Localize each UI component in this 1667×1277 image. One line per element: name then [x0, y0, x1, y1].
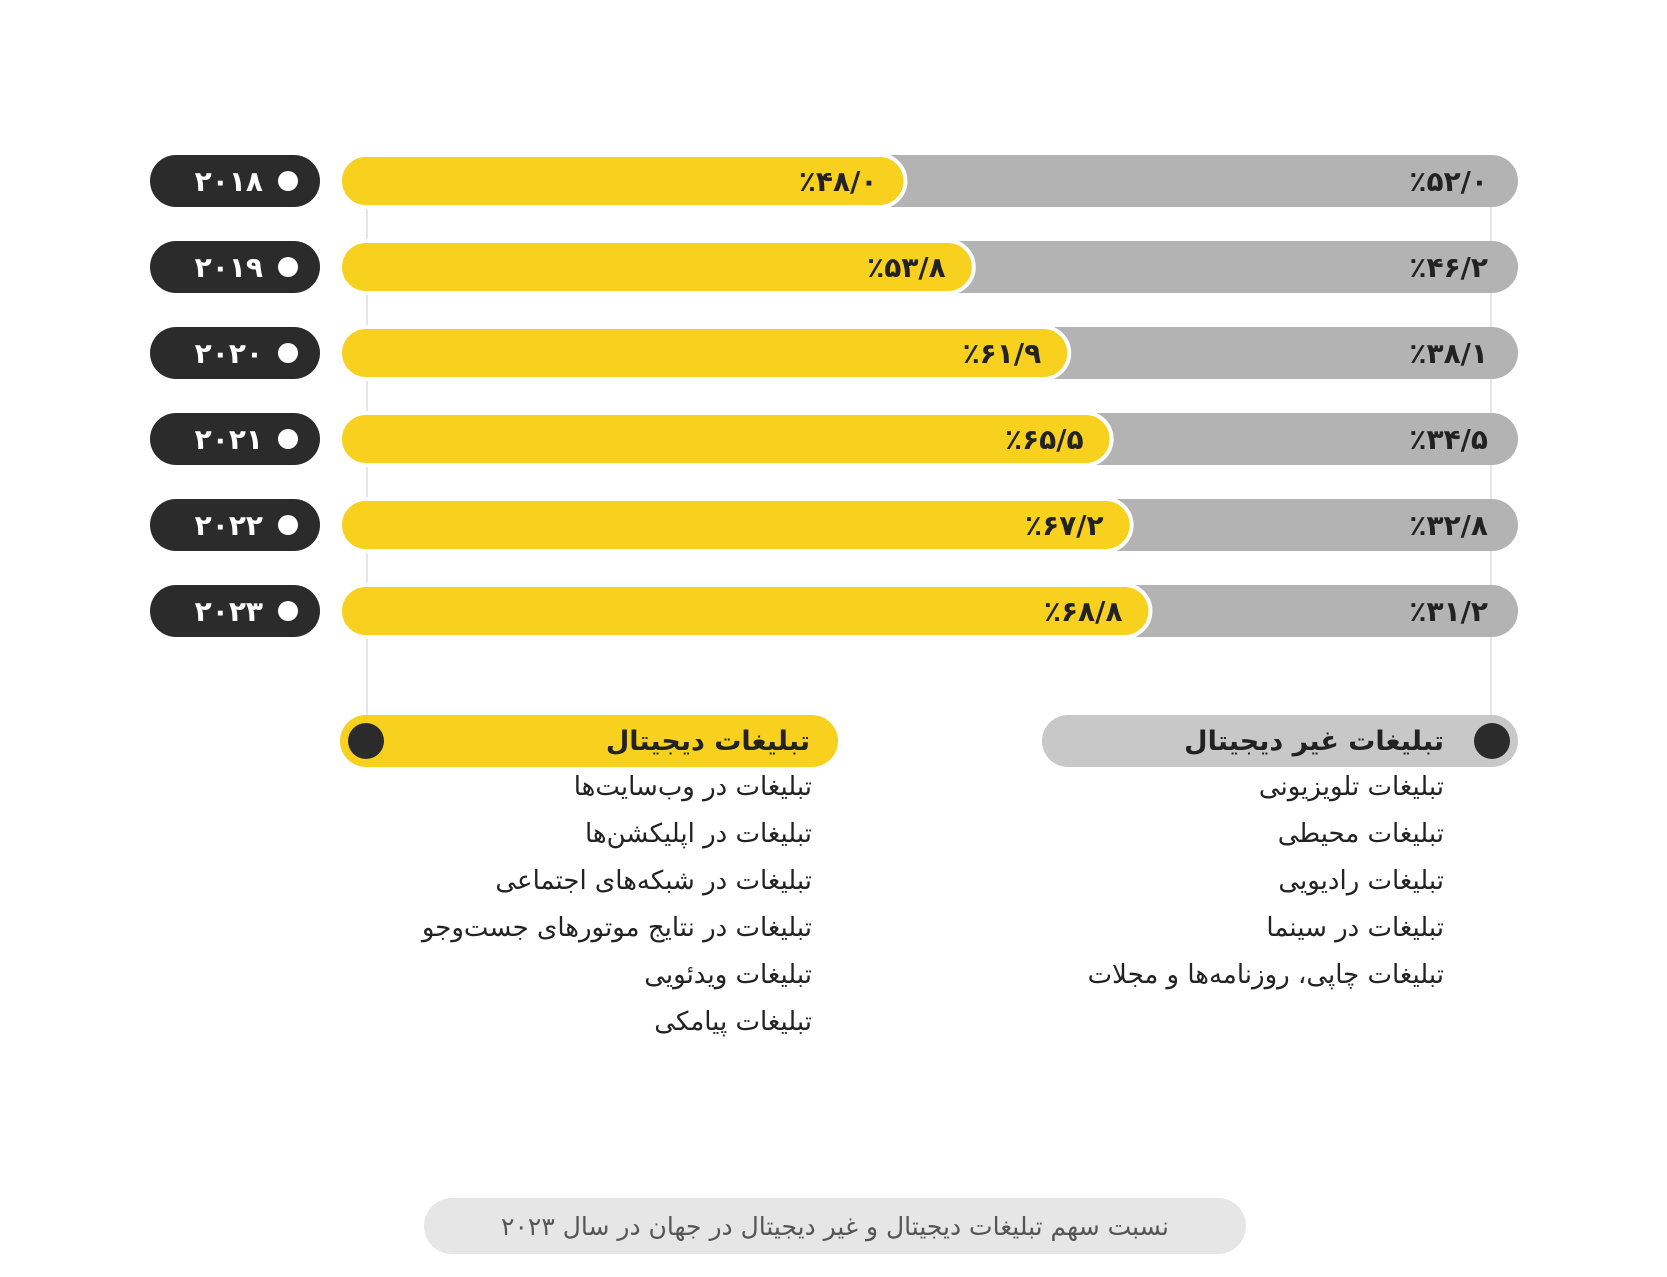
legend-non-digital-marker-icon [1474, 723, 1510, 759]
legend-digital-header [340, 715, 838, 767]
legend-non-digital-header [1042, 715, 1518, 767]
bar-non-digital-value-label: ٪۳۴/۵ [1409, 423, 1488, 456]
bar-non-digital-value-label: ٪۳۲/۸ [1409, 509, 1488, 542]
legend-digital-item: تبلیغات در وب‌سایت‌ها [573, 772, 812, 802]
year-label: ۲۰۱۹ [194, 251, 263, 284]
chart-caption: نسبت سهم تبلیغات دیجیتال و غیر دیجیتال در جهان در سال ۲۰۲۳ [424, 1198, 1246, 1254]
legend-digital-item: تبلیغات در نتایج موتورهای جست‌وجو [421, 913, 812, 943]
legend-non-digital-list [944, 764, 1444, 999]
bar-digital-value-label: ٪۵۳/۸ [867, 251, 946, 284]
year-dot-icon [278, 343, 298, 363]
legend-non-digital-item: تبلیغات رادیویی [1278, 866, 1444, 896]
bar-digital-value-label: ٪۶۱/۹ [962, 337, 1042, 370]
year-label: ۲۰۲۱ [194, 423, 263, 456]
bar-digital [340, 585, 1150, 637]
legend-digital-title: تبلیغات دیجیتال [605, 725, 810, 757]
bar-non-digital-value-label: ٪۴۶/۲ [1409, 251, 1488, 284]
year-dot-icon [278, 429, 298, 449]
bar-digital-value-label: ٪۴۸/۰ [798, 165, 878, 198]
year-label: ۲۰۲۲ [194, 509, 263, 542]
legend-non-digital-item: تبلیغات در سینما [1266, 913, 1444, 943]
legend-digital-marker-icon [348, 723, 384, 759]
legend-non-digital-item: تبلیغات چاپی، روزنامه‌ها و مجلات [1087, 960, 1444, 990]
year-label: ۲۰۲۳ [194, 595, 263, 628]
legend-digital-item: تبلیغات در اپلیکشن‌ها [584, 819, 812, 849]
bar-digital [340, 413, 1112, 465]
legend-non-digital-title: تبلیغات غیر دیجیتال [1184, 725, 1444, 757]
legend-non-digital-item: تبلیغات تلویزیونی [1258, 772, 1444, 802]
bar-non-digital-value-label: ٪۳۱/۲ [1409, 595, 1488, 628]
legend-digital-item: تبلیغات پیامکی [654, 1007, 812, 1037]
bar-digital-value-label: ٪۶۸/۸ [1043, 595, 1123, 628]
year-dot-icon [278, 257, 298, 277]
bar-digital-value-label: ٪۶۵/۵ [1004, 423, 1084, 456]
year-label: ۲۰۲۰ [194, 337, 263, 370]
bar-digital [340, 499, 1132, 551]
year-label: ۲۰۱۸ [194, 165, 263, 198]
year-dot-icon [278, 601, 298, 621]
legend-non-digital-item: تبلیغات محیطی [1277, 819, 1444, 849]
legend-digital-item: تبلیغات ویدئویی [644, 960, 812, 990]
bar-non-digital-value-label: ٪۵۲/۰ [1409, 165, 1488, 198]
year-dot-icon [278, 515, 298, 535]
bar-non-digital-value-label: ٪۳۸/۱ [1409, 337, 1488, 370]
legend-digital-list [312, 764, 812, 1046]
legend-digital-item: تبلیغات در شبکه‌های اجتماعی [495, 866, 812, 896]
bar-digital [340, 327, 1069, 379]
year-dot-icon [278, 171, 298, 191]
bar-digital-value-label: ٪۶۷/۲ [1025, 509, 1104, 542]
